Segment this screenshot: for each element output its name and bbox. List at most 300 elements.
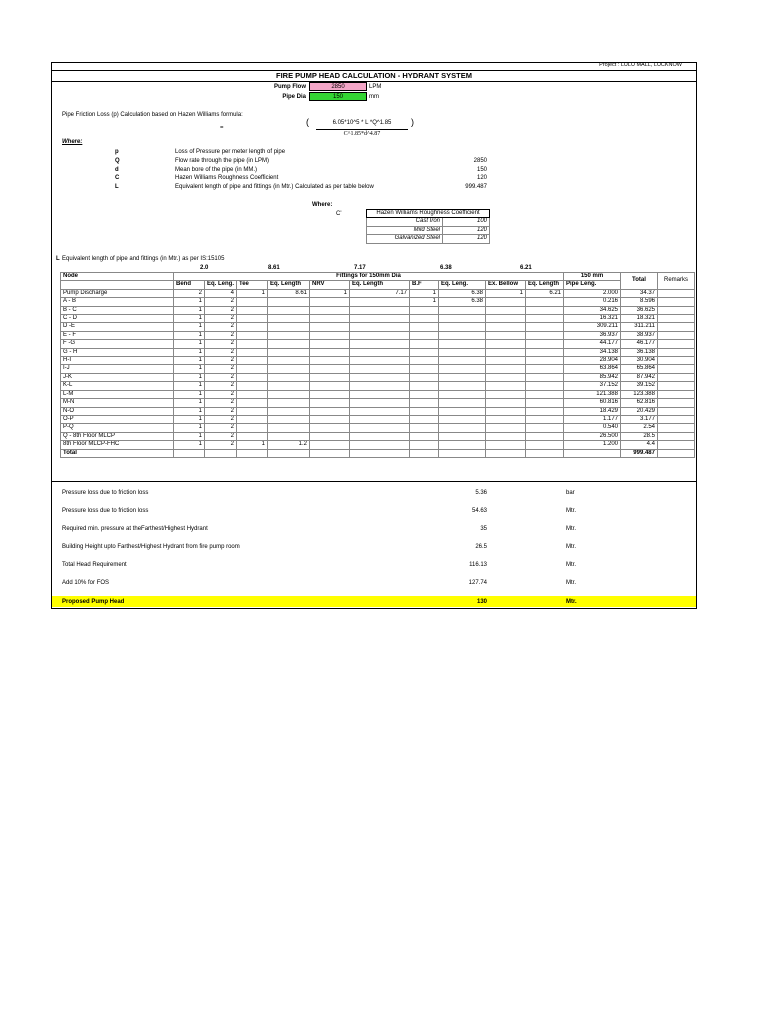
- val-c: 120: [476, 175, 487, 181]
- cell-bend: 1: [174, 382, 205, 390]
- cell-tee-eq: [268, 432, 310, 440]
- cell-bf-eq: [439, 340, 486, 348]
- proposed-highlight: [52, 596, 696, 607]
- cell-exb: [486, 407, 526, 415]
- cell-bend-eq: 2: [205, 331, 237, 339]
- factor-bf: 6.38: [440, 265, 452, 271]
- pump-flow-value[interactable]: 2850: [309, 82, 367, 91]
- cell-bf-eq: [439, 306, 486, 314]
- cell-tee: [237, 348, 268, 356]
- cell-exb-eq: [526, 424, 564, 432]
- cell-nrv: [310, 432, 350, 440]
- cell-tee: [237, 365, 268, 373]
- cell-bf-eq: 6.38: [439, 298, 486, 306]
- cell-exb: [486, 365, 526, 373]
- summary-value: 54.63: [471, 508, 487, 514]
- hazen-value: 120: [443, 226, 490, 234]
- cell-bf: [410, 357, 439, 365]
- factor-nrv: 7.17: [354, 265, 366, 271]
- where-label: Where:: [62, 139, 83, 145]
- pump-flow-label: Pump Flow: [274, 84, 306, 90]
- summary-label: Building Height upto Farthest/Highest Hydrant from fire pump room: [62, 544, 240, 550]
- cell-total: 123.388: [621, 390, 658, 398]
- cell-nrv: [310, 340, 350, 348]
- cell-nrv-eq: [350, 424, 410, 432]
- cell-tee-eq: [268, 357, 310, 365]
- cell-remarks: [658, 306, 695, 314]
- cell-pipe: 0.540: [564, 424, 621, 432]
- cell-nrv-eq: 7.17: [350, 289, 410, 297]
- table-row: [61, 441, 695, 449]
- cell-nrv-eq: [350, 348, 410, 356]
- table-row: [61, 340, 695, 348]
- cell-total: 28.5: [621, 432, 658, 440]
- cell-bf-eq: 6.38: [439, 289, 486, 297]
- cell-pipe: 28.904: [564, 357, 621, 365]
- cell-exb: [486, 306, 526, 314]
- cell-tee: [237, 382, 268, 390]
- cell-pipe: 37.152: [564, 382, 621, 390]
- factor-exb: 6.21: [520, 265, 532, 271]
- cell-bf-eq: [439, 315, 486, 323]
- table-row: [61, 323, 695, 331]
- cell-total: 46.177: [621, 340, 658, 348]
- cell-nrv: [310, 390, 350, 398]
- header-nrv-eq: Eq. Length: [350, 281, 410, 289]
- cell-bend: 1: [174, 424, 205, 432]
- cell-bf: [410, 323, 439, 331]
- header-ex-bellow: Ex. Bellow: [486, 281, 526, 289]
- cell-tee: [237, 298, 268, 306]
- cell-total: 34.37: [621, 289, 658, 297]
- cell-node: I-J: [61, 365, 174, 373]
- sym-l: L: [115, 184, 119, 190]
- cell-node: L-M: [61, 390, 174, 398]
- cell-bf-eq: [439, 424, 486, 432]
- cell-node: O-P: [61, 415, 174, 423]
- cell-exb-eq: [526, 390, 564, 398]
- hazen-material: Mild Steel: [367, 226, 443, 234]
- cell-node: B - C: [61, 306, 174, 314]
- cell-bf-eq: [439, 323, 486, 331]
- cell-remarks: [658, 323, 695, 331]
- total-label: Total: [61, 449, 174, 457]
- cell-total: 18.321: [621, 315, 658, 323]
- header-nrv: NRV: [310, 281, 350, 289]
- summary-value: 5.36: [475, 490, 487, 496]
- formula-equals: =: [220, 125, 224, 131]
- pipe-dia-label: Pipe Dia: [282, 94, 306, 100]
- table-row: [61, 289, 695, 297]
- cell-bend: 1: [174, 315, 205, 323]
- cell-exb: [486, 340, 526, 348]
- paren-left: (: [306, 117, 309, 127]
- cell-tee: [237, 415, 268, 423]
- cell-total: 36.625: [621, 306, 658, 314]
- cell-exb-eq: [526, 315, 564, 323]
- cell-bend: 1: [174, 331, 205, 339]
- cell-remarks: [658, 298, 695, 306]
- hazen-material: Galvanized Steel: [367, 235, 443, 243]
- cell-bf: [410, 306, 439, 314]
- cell-bend-eq: 2: [205, 315, 237, 323]
- cell-nrv-eq: [350, 365, 410, 373]
- cell-bf: [410, 407, 439, 415]
- sym-p: p: [115, 149, 119, 155]
- summary-label: Add 10% for FOS: [62, 580, 110, 586]
- cell-tee-eq: [268, 323, 310, 331]
- cell-nrv-eq: [350, 323, 410, 331]
- cell-remarks: [658, 441, 695, 449]
- cell-tee-eq: [268, 340, 310, 348]
- cell-total: 30.904: [621, 357, 658, 365]
- cell-nrv: [310, 441, 350, 449]
- desc-p: Loss of Pressure per meter length of pipe: [175, 149, 286, 155]
- sym-q: Q: [115, 158, 120, 164]
- cell-bend-eq: 2: [205, 365, 237, 373]
- factor-tee: 8.61: [268, 265, 280, 271]
- cell-bf: 1: [410, 298, 439, 306]
- cell-bend: 1: [174, 399, 205, 407]
- cell-bf-eq: [439, 390, 486, 398]
- cell-nrv-eq: [350, 298, 410, 306]
- cell-pipe: 34.625: [564, 306, 621, 314]
- cell-bf-eq: [439, 365, 486, 373]
- header-exb-eq: Eq. Length: [526, 281, 564, 289]
- cell-tee: [237, 432, 268, 440]
- summary-value: 35: [480, 526, 487, 532]
- cell-exb: 1: [486, 289, 526, 297]
- cell-node: N-O: [61, 407, 174, 415]
- cell-remarks: [658, 407, 695, 415]
- cell-node: P-Q: [61, 424, 174, 432]
- cell-nrv: [310, 348, 350, 356]
- page-title: FIRE PUMP HEAD CALCULATION - HYDRANT SYSTEM: [276, 71, 472, 80]
- cell-nrv-eq: [350, 357, 410, 365]
- cell-tee: [237, 315, 268, 323]
- cell-total: 311.211: [621, 323, 658, 331]
- eq-caption-sym: L: [56, 256, 60, 262]
- cell-exb: [486, 331, 526, 339]
- cell-exb-eq: [526, 357, 564, 365]
- cell-remarks: [658, 415, 695, 423]
- cell-bend-eq: 2: [205, 306, 237, 314]
- header-blank: [61, 281, 174, 289]
- table-row: [61, 365, 695, 373]
- cell-nrv: [310, 306, 350, 314]
- cell-bf-eq: [439, 382, 486, 390]
- cell-bf-eq: [439, 432, 486, 440]
- cell-exb-eq: [526, 432, 564, 440]
- cell-bend-eq: 2: [205, 373, 237, 381]
- cell-tee: [237, 390, 268, 398]
- summary-unit: Mtr.: [566, 508, 576, 514]
- cell-tee-eq: [268, 365, 310, 373]
- cell-nrv: [310, 424, 350, 432]
- cell-nrv-eq: [350, 441, 410, 449]
- cell-pipe: 1.200: [564, 441, 621, 449]
- cell-nrv-eq: [350, 340, 410, 348]
- cell-exb: [486, 424, 526, 432]
- formula-denominator: C^1.85*d^4.87: [343, 131, 381, 137]
- cell-bend-eq: 2: [205, 441, 237, 449]
- table-row: [61, 331, 695, 339]
- cell-bend: 1: [174, 323, 205, 331]
- cell-nrv-eq: [350, 390, 410, 398]
- cell-tee-eq: [268, 348, 310, 356]
- table-row: [61, 390, 695, 398]
- cell-tee-eq: [268, 424, 310, 432]
- cell-remarks: [658, 382, 695, 390]
- cell-pipe: 18.429: [564, 407, 621, 415]
- cell-bf: [410, 415, 439, 423]
- cell-tee-eq: [268, 407, 310, 415]
- cell-node: J-K: [61, 373, 174, 381]
- summary-label: Required min. pressure at theFarthest/Highest Hydrant: [62, 526, 208, 532]
- cell-total: 87.942: [621, 373, 658, 381]
- hazen-title: Hazen Williams Roughness Coefficient: [367, 210, 490, 218]
- cell-nrv-eq: [350, 415, 410, 423]
- cell-remarks: [658, 432, 695, 440]
- cell-tee-eq: [268, 390, 310, 398]
- cell-remarks: [658, 357, 695, 365]
- cell-pipe: 85.942: [564, 373, 621, 381]
- cell-bf-eq: [439, 415, 486, 423]
- summary-label: Total Head Requirement: [62, 562, 127, 568]
- cell-bend: 1: [174, 340, 205, 348]
- cell-tee: [237, 373, 268, 381]
- cell-nrv-eq: [350, 407, 410, 415]
- summary-unit: Mtr.: [566, 526, 576, 532]
- cell-bend: 1: [174, 357, 205, 365]
- cell-node: D -E: [61, 323, 174, 331]
- cell-pipe: 121.388: [564, 390, 621, 398]
- hazen-material: Cast Iron: [367, 218, 443, 226]
- cell-nrv: [310, 298, 350, 306]
- cell-pipe: 309.211: [564, 323, 621, 331]
- cell-tee: [237, 331, 268, 339]
- cell-bend: 1: [174, 348, 205, 356]
- header-pipe-length: Pipe Leng.: [564, 281, 621, 289]
- cell-bend: 1: [174, 365, 205, 373]
- header-tee: Tee: [237, 281, 268, 289]
- cell-remarks: [658, 373, 695, 381]
- cell-pipe: 60.816: [564, 399, 621, 407]
- cell-pipe: 0.216: [564, 298, 621, 306]
- cell-node: Pump Discharge: [61, 289, 174, 297]
- desc-c: Hazen Williams Roughness Coefficient: [175, 175, 279, 181]
- cell-nrv: [310, 331, 350, 339]
- cell-tee: [237, 407, 268, 415]
- cell-bf-eq: [439, 331, 486, 339]
- cell-nrv-eq: [350, 306, 410, 314]
- cell-total: 8.596: [621, 298, 658, 306]
- cell-bf-eq: [439, 357, 486, 365]
- cell-bf-eq: [439, 348, 486, 356]
- cell-tee-eq: 8.61: [268, 289, 310, 297]
- cell-exb-eq: [526, 382, 564, 390]
- cell-exb-eq: [526, 340, 564, 348]
- desc-d: Mean bore of the pipe (in MM.): [175, 167, 258, 173]
- val-q: 2850: [473, 158, 487, 164]
- cell-exb-eq: [526, 415, 564, 423]
- cell-remarks: [658, 315, 695, 323]
- cell-total: 4.4: [621, 441, 658, 449]
- cell-bend: 2: [174, 289, 205, 297]
- cell-bend-eq: 2: [205, 399, 237, 407]
- cell-bf: [410, 331, 439, 339]
- cell-remarks: [658, 365, 695, 373]
- hazen-where: Where:: [312, 202, 333, 208]
- cell-pipe: 2.000: [564, 289, 621, 297]
- cell-bend-eq: 4: [205, 289, 237, 297]
- cell-exb: [486, 298, 526, 306]
- cell-bend-eq: 2: [205, 407, 237, 415]
- cell-bend-eq: 2: [205, 323, 237, 331]
- cell-nrv-eq: [350, 399, 410, 407]
- pipe-dia-unit: mm: [369, 94, 379, 100]
- cell-exb-eq: [526, 331, 564, 339]
- cell-exb: [486, 415, 526, 423]
- cell-node: A - B: [61, 298, 174, 306]
- cell-bend: 1: [174, 390, 205, 398]
- cell-pipe: 34.138: [564, 348, 621, 356]
- cell-tee: 1: [237, 289, 268, 297]
- header-total: Total: [621, 273, 658, 290]
- cell-node: F -G: [61, 340, 174, 348]
- cell-tee-eq: [268, 298, 310, 306]
- cell-exb-eq: [526, 323, 564, 331]
- cell-tee-eq: [268, 306, 310, 314]
- cell-bf: [410, 315, 439, 323]
- cell-nrv: [310, 382, 350, 390]
- cell-exb: [486, 323, 526, 331]
- cell-bend-eq: 2: [205, 357, 237, 365]
- cell-remarks: [658, 390, 695, 398]
- proposed-value: 130: [476, 599, 487, 605]
- cell-remarks: [658, 348, 695, 356]
- cell-bend-eq: 2: [205, 432, 237, 440]
- pipe-dia-value[interactable]: 150: [309, 92, 367, 101]
- cell-node: C - D: [61, 315, 174, 323]
- hazen-c-label: C': [336, 211, 342, 217]
- cell-bf-eq: [439, 399, 486, 407]
- cell-node: E - F: [61, 331, 174, 339]
- cell-exb: [486, 373, 526, 381]
- cell-bf: 1: [410, 289, 439, 297]
- cell-exb-eq: [526, 306, 564, 314]
- cell-bf: [410, 399, 439, 407]
- table-row: [61, 407, 695, 415]
- hazen-table: [366, 209, 490, 244]
- cell-bend: 1: [174, 306, 205, 314]
- cell-node: M-N: [61, 399, 174, 407]
- cell-nrv: 1: [310, 289, 350, 297]
- paren-right: ): [411, 117, 414, 127]
- divider: [51, 481, 697, 482]
- cell-nrv: [310, 415, 350, 423]
- cell-bend-eq: 2: [205, 348, 237, 356]
- cell-total: 20.429: [621, 407, 658, 415]
- cell-bf-eq: [439, 373, 486, 381]
- cell-tee-eq: [268, 399, 310, 407]
- cell-tee-eq: [268, 373, 310, 381]
- cell-pipe: 1.177: [564, 415, 621, 423]
- cell-exb: [486, 441, 526, 449]
- fraction-bar: [316, 129, 408, 130]
- cell-remarks: [658, 289, 695, 297]
- table-row: [61, 424, 695, 432]
- cell-tee: [237, 340, 268, 348]
- cell-bf-eq: [439, 407, 486, 415]
- cell-node: H-I: [61, 357, 174, 365]
- table-row: [61, 315, 695, 323]
- cell-exb: [486, 357, 526, 365]
- cell-tee: [237, 399, 268, 407]
- cell-bend: 1: [174, 407, 205, 415]
- cell-tee-eq: 1.2: [268, 441, 310, 449]
- header-node: Node: [61, 273, 174, 281]
- header-150mm: 150 mm: [564, 273, 621, 281]
- summary-unit: bar: [566, 490, 575, 496]
- summary-value: 127.74: [468, 580, 487, 586]
- cell-bend-eq: 2: [205, 390, 237, 398]
- header-bf: B.F: [410, 281, 439, 289]
- cell-tee-eq: [268, 382, 310, 390]
- cell-nrv-eq: [350, 331, 410, 339]
- pump-flow-unit: LPM: [369, 84, 382, 90]
- summary-unit: Mtr.: [566, 562, 576, 568]
- header-bf-eq: Eq. Leng.: [439, 281, 486, 289]
- cell-tee: [237, 424, 268, 432]
- cell-total: 39.152: [621, 382, 658, 390]
- cell-exb-eq: [526, 348, 564, 356]
- cell-node: K-L: [61, 382, 174, 390]
- cell-total: 62.816: [621, 399, 658, 407]
- cell-nrv-eq: [350, 432, 410, 440]
- cell-bend-eq: 2: [205, 415, 237, 423]
- cell-nrv-eq: [350, 373, 410, 381]
- cell-bend-eq: 2: [205, 424, 237, 432]
- desc-l: Equivalent length of pipe and fittings (in Mtr.) Calculated as per table below: [175, 184, 374, 190]
- header-bend: Bend: [174, 281, 205, 289]
- summary-value: 26.5: [475, 544, 487, 550]
- cell-exb-eq: [526, 373, 564, 381]
- summary-unit: Mtr.: [566, 580, 576, 586]
- project-label: Project : LULU MALL, LUCKNOW: [599, 62, 682, 68]
- sym-c: C: [115, 175, 120, 181]
- cell-bend: 1: [174, 373, 205, 381]
- table-row: [61, 298, 695, 306]
- cell-bf: [410, 348, 439, 356]
- proposed-label: Proposed Pump Head: [62, 599, 125, 605]
- cell-nrv-eq: [350, 315, 410, 323]
- summary-label: Pressure loss due to friction loss: [62, 508, 149, 514]
- cell-total: 2.54: [621, 424, 658, 432]
- cell-tee-eq: [268, 331, 310, 339]
- cell-total: 38.937: [621, 331, 658, 339]
- divider: [51, 81, 697, 82]
- cell-exb: [486, 348, 526, 356]
- cell-tee: [237, 306, 268, 314]
- table-row: [61, 306, 695, 314]
- cell-total: 36.138: [621, 348, 658, 356]
- cell-tee: 1: [237, 441, 268, 449]
- cell-bf: [410, 365, 439, 373]
- eq-caption: Equivalent length of pipe and fittings (in Mtr.) as per IS:15105: [62, 256, 225, 262]
- cell-bend: 1: [174, 441, 205, 449]
- cell-bend: 1: [174, 298, 205, 306]
